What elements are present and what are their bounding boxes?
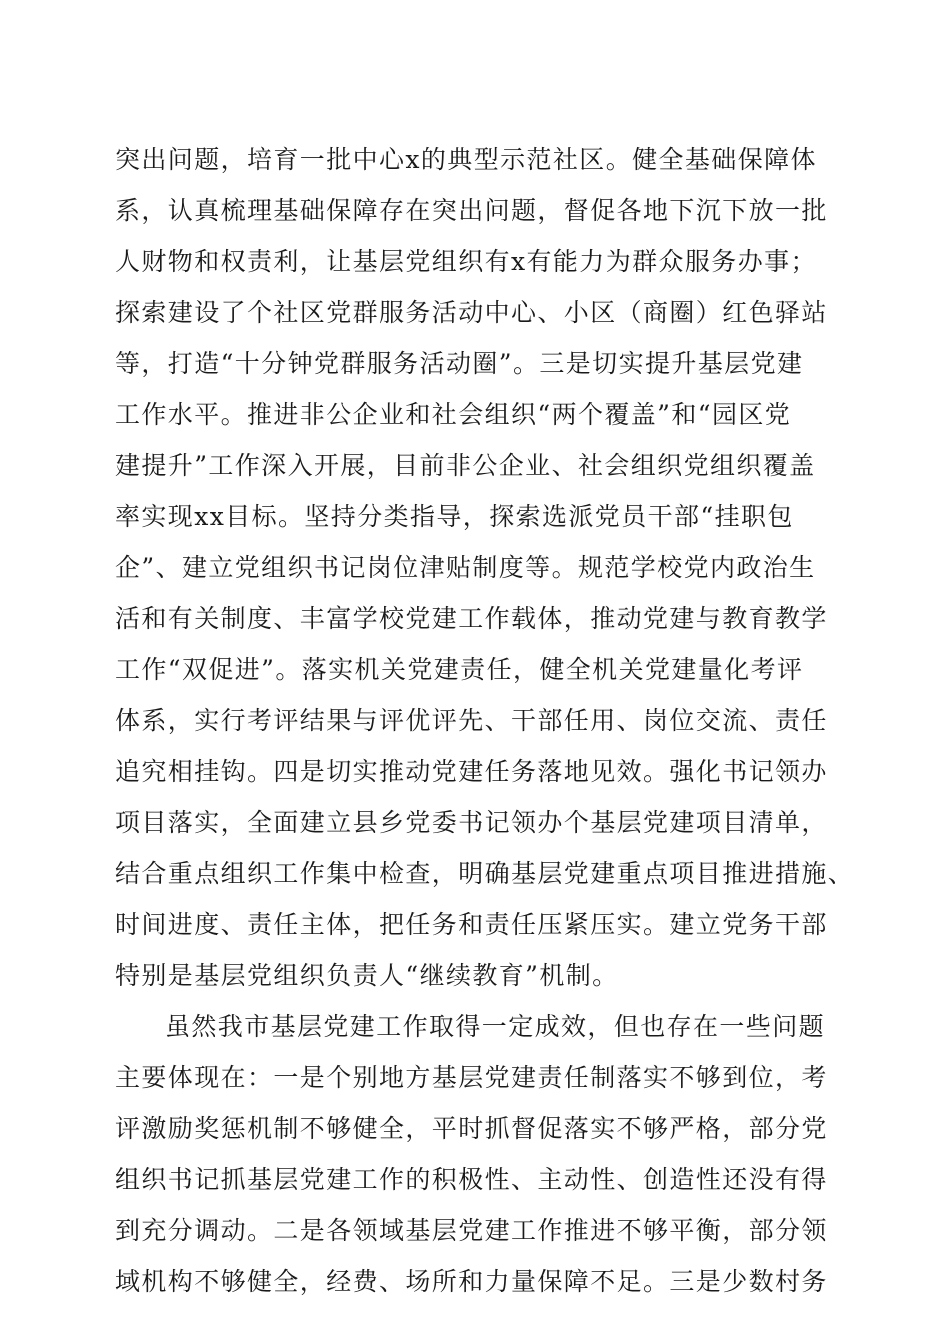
- text-line: 建提升”工作深入开展，目前非公企业、社会组织党组织覆盖: [115, 451, 816, 480]
- text-line: 追究相挂钩。四是切实推动党建任务落地见效。强化书记领办: [115, 757, 828, 786]
- text-line: 系，认真梳理基础保障存在突出问题，督促各地下沉下放一批: [115, 196, 828, 225]
- text-line: 组织书记抓基层党建工作的积极性、主动性、创造性还没有得: [115, 1165, 828, 1194]
- text-line: 突出问题，培育一批中心x的典型示范社区。健全基础保障体: [115, 145, 817, 174]
- text-line: 时间进度、责任主体，把任务和责任压紧压实。建立党务干部: [115, 910, 828, 939]
- text-line: 结合重点组织工作集中检查，明确基层党建重点项目推进措施、: [115, 859, 855, 888]
- text-line: 等，打造“十分钟党群服务活动圈”。三是切实提升基层党建: [115, 349, 804, 378]
- text-line: 工作水平。推进非公企业和社会组织“两个覆盖”和“园区党: [115, 400, 792, 429]
- text-line: 探索建设了个社区党群服务活动中心、小区（商圈）红色驿站: [115, 298, 828, 327]
- text-line: 特别是基层党组织负责人“继续教育”机制。: [115, 961, 619, 990]
- text-line: 企”、建立党组织书记岗位津贴制度等。规范学校党内政治生: [115, 553, 816, 582]
- text-line: 率实现xx目标。坚持分类指导，探索选派党员干部“挂职包: [115, 502, 794, 531]
- text-line: 活和有关制度、丰富学校党建工作载体，推动党建与教育教学: [115, 604, 828, 633]
- text-line: 项目落实，全面建立县乡党委书记领办个基层党建项目清单，: [115, 808, 828, 837]
- text-line: 工作“双促进”。落实机关党建责任，健全机关党建量化考评: [115, 655, 804, 684]
- text-line: 体系，实行考评结果与评优评先、干部任用、岗位交流、责任: [115, 706, 828, 735]
- text-line: 主要体现在：一是个别地方基层党建责任制落实不够到位，考: [115, 1063, 828, 1092]
- text-line: 到充分调动。二是各领域基层党建工作推进不够平衡，部分领: [115, 1216, 828, 1245]
- paragraph-first-line: 虽然我市基层党建工作取得一定成效，但也存在一些问题: [165, 1012, 826, 1041]
- text-line: 评激励奖惩机制不够健全，平时抓督促落实不够严格，部分党: [115, 1114, 828, 1143]
- text-line: 域机构不够健全，经费、场所和力量保障不足。三是少数村务: [115, 1267, 828, 1296]
- text-line: 人财物和权责利，让基层党组织有x有能力为群众服务办事；: [115, 247, 817, 276]
